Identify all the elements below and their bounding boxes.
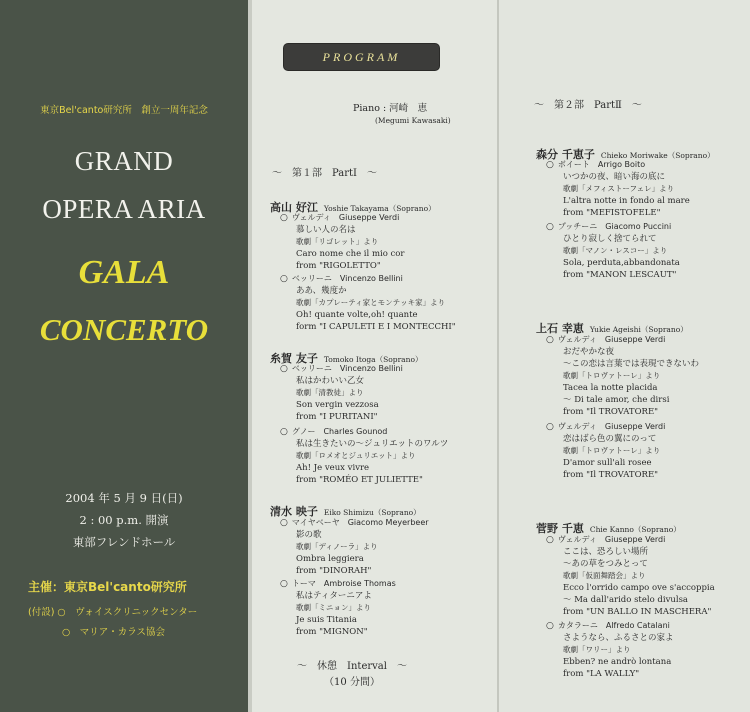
aria-title-jp: ここは、恐ろしい場所 bbox=[563, 547, 649, 557]
aria-from: from "I PURITANI" bbox=[296, 412, 378, 422]
interval-label: ～ 休憩 Interval ～ bbox=[297, 661, 407, 672]
aria-from: from "MIGNON" bbox=[296, 627, 368, 637]
aria-from: from "DINORAH" bbox=[296, 566, 372, 576]
aria-title-jp: ああ、幾度か bbox=[296, 286, 347, 296]
composer-name: マイヤベーヤ Giacomo Meyerbeer bbox=[291, 518, 429, 527]
composer: ○ プッチーニ Giacomo Puccini bbox=[546, 222, 672, 232]
aria-title-jp: 恋はばら色の翼にのって bbox=[563, 434, 657, 444]
composer-name: ベッリーニ Vincenzo Bellini bbox=[291, 274, 403, 283]
singer-name: 上石 幸恵 bbox=[536, 322, 584, 335]
aria-block bbox=[563, 433, 660, 481]
aria-block bbox=[296, 529, 378, 577]
aria-title-jp: いつかの夜、暗い海の底に bbox=[563, 172, 666, 182]
composer-name: プッチーニ Giacomo Puccini bbox=[557, 222, 672, 231]
aria-title-jp-2: ～あの草をつみとって bbox=[563, 559, 648, 569]
aria-title: Ah! Je veux vivre bbox=[296, 463, 370, 473]
aria-title-jp: 影の歌 bbox=[296, 530, 322, 540]
composer-name: ヴェルディ Giuseppe Verdi bbox=[291, 213, 400, 222]
aria-title-jp: さようなら、ふるさとの家よ bbox=[563, 633, 674, 643]
concert-time: 2 : 00 p.m. 開演 bbox=[79, 513, 169, 527]
title-opera-aria: OPERA ARIA bbox=[42, 194, 206, 224]
aria-from: from "MEFISTOFELE" bbox=[563, 208, 661, 218]
opera-jp: 歌劇「ディノーラ」より bbox=[296, 542, 378, 551]
composer: ○ トーマ Ambroise Thomas bbox=[280, 579, 396, 589]
program-heading: PROGRAM bbox=[322, 50, 401, 64]
singer-name: 清水 映子 bbox=[270, 505, 318, 518]
opera-jp: 歌劇「ワリー」より bbox=[563, 645, 631, 654]
aria-from: from "Il TROVATORE" bbox=[563, 470, 659, 480]
opera-jp: 歌劇「トロヴァトーレ」より bbox=[563, 371, 661, 380]
interval-duration: （10 分間） bbox=[324, 677, 380, 688]
aria-block bbox=[563, 346, 699, 418]
singer-roman: Yukie Ageishi（Soprano） bbox=[589, 325, 688, 334]
anniversary-text: 東京Bel'canto研究所 創立一周年記念 bbox=[40, 105, 208, 116]
aria-block bbox=[563, 632, 674, 680]
title-grand: GRAND bbox=[74, 146, 174, 176]
aria-title-jp: 私はティターニアよ bbox=[296, 591, 372, 601]
aria-from: form "I CAPULETI E I MONTECCHI" bbox=[296, 322, 456, 332]
organizer: 主催：東京Bel'canto研究所 bbox=[28, 580, 187, 594]
composer: ○ グノー Charles Gounod bbox=[280, 427, 388, 437]
aria-title: Ecco l'orrido campo ove s'accoppia bbox=[563, 583, 715, 593]
composer: ○ ボイート Arrigo Boito bbox=[546, 160, 646, 170]
singer-name: 森分 千恵子 bbox=[536, 148, 595, 161]
supporter-1: (付設) ○ ヴォイスクリニックセンター bbox=[28, 607, 198, 618]
composer: ○ マイヤベーヤ Giacomo Meyerbeer bbox=[280, 518, 429, 528]
aria-title-2: ～ Ma dall'arido stelo divulsa bbox=[563, 595, 688, 605]
aria-block bbox=[563, 546, 715, 618]
composer: ○ ヴェルディ Giuseppe Verdi bbox=[280, 213, 400, 223]
aria-title-jp-2: ～この恋は言葉では表現できないわ bbox=[563, 359, 700, 369]
opera-jp: 歌劇「カプレーティ家とモンテッキ家」より bbox=[296, 298, 446, 307]
aria-block bbox=[563, 233, 680, 281]
opera-jp: 歌劇「メフィストーフェレ」より bbox=[563, 184, 675, 193]
singer-roman: Chieko Moriwake（Soprano） bbox=[600, 151, 715, 160]
composer-name: トーマ Ambroise Thomas bbox=[291, 579, 396, 588]
aria-title: Caro nome che il mio cor bbox=[296, 249, 405, 259]
concert-venue: 東部フレンドホール bbox=[72, 535, 176, 549]
aria-title: Ebben? ne andrò lontana bbox=[563, 657, 672, 667]
composer-name: グノー Charles Gounod bbox=[291, 427, 388, 436]
composer-name: ベッリーニ Vincenzo Bellini bbox=[291, 364, 403, 373]
pianist: Piano : 河崎 恵 bbox=[353, 103, 428, 114]
aria-block bbox=[563, 171, 690, 219]
aria-from: from "RIGOLETTO" bbox=[296, 261, 381, 271]
aria-block bbox=[296, 438, 448, 486]
aria-title: Oh! quante volte,oh! quante bbox=[296, 310, 418, 320]
part2-heading: ～ 第２部 PartⅡ ～ bbox=[534, 100, 642, 111]
composer: ○ カタラーニ Alfredo Catalani bbox=[546, 621, 670, 631]
singer-name: 高山 好江 bbox=[270, 201, 318, 214]
concert-date: 2004 年 5 月 9 日(日) bbox=[65, 491, 183, 505]
composer-name: ヴェルディ Giuseppe Verdi bbox=[557, 422, 666, 431]
aria-block bbox=[296, 375, 379, 423]
singer-roman: Tomoko Itoga（Soprano） bbox=[323, 355, 423, 364]
aria-title: Sola, perduta,abbandonata bbox=[563, 258, 680, 268]
aria-block bbox=[296, 224, 404, 272]
aria-title-jp: 私はかわいい乙女 bbox=[296, 376, 365, 386]
opera-jp: 歌劇「マノン・レスコー」より bbox=[563, 246, 668, 255]
composer: ○ ヴェルディ Giuseppe Verdi bbox=[546, 335, 666, 345]
aria-block bbox=[296, 590, 372, 638]
aria-block bbox=[296, 285, 456, 333]
program-heading-box bbox=[284, 44, 439, 70]
aria-title-2: ～ Di tale amor, che dirsi bbox=[563, 395, 670, 405]
aria-title: Tacea la notte placida bbox=[563, 383, 658, 393]
aria-title: Ombra leggiera bbox=[296, 554, 364, 564]
aria-from: from "UN BALLO IN MASCHERA" bbox=[563, 607, 712, 617]
aria-title: D'amor sull'ali rosee bbox=[563, 458, 652, 468]
aria-title: Son vergin vezzosa bbox=[296, 400, 379, 410]
composer-name: ヴェルディ Giuseppe Verdi bbox=[557, 335, 666, 344]
pianist-roman: (Megumi Kawasaki) bbox=[375, 116, 451, 125]
composer-name: ヴェルディ Giuseppe Verdi bbox=[557, 535, 666, 544]
aria-from: from "Il TROVATORE" bbox=[563, 407, 659, 417]
title-gala: GALA bbox=[78, 254, 170, 291]
singer-roman: Eiko Shimizu（Soprano） bbox=[323, 508, 421, 517]
opera-jp: 歌劇「トロヴァトーレ」より bbox=[563, 446, 661, 455]
opera-jp: 歌劇「ミニョン」より bbox=[296, 603, 371, 612]
part1-heading: ～ 第１部 PartⅠ ～ bbox=[272, 168, 377, 179]
aria-title: Je suis Titania bbox=[296, 615, 357, 625]
singer-name: 糸賀 友子 bbox=[270, 352, 318, 365]
aria-from: from "LA WALLY" bbox=[563, 669, 640, 679]
aria-title-jp: 慕しい人の名は bbox=[296, 225, 356, 235]
supporter-2: ○ マリア・カラス協会 bbox=[62, 627, 166, 638]
composer: ○ ベッリーニ Vincenzo Bellini bbox=[280, 364, 403, 374]
opera-jp: 歌劇「清教徒」より bbox=[296, 388, 364, 397]
composer-name: カタラーニ Alfredo Catalani bbox=[557, 621, 670, 630]
composer: ○ ヴェルディ Giuseppe Verdi bbox=[546, 535, 666, 545]
aria-from: from "ROMÉO ET JULIETTE" bbox=[296, 475, 423, 485]
composer: ○ ベッリーニ Vincenzo Bellini bbox=[280, 274, 403, 284]
opera-jp: 歌劇「仮面舞踏会」より bbox=[563, 571, 646, 580]
aria-title-jp: 私は生きたいの～ジュリエットのワルツ bbox=[296, 439, 449, 449]
composer-name: ボイート Arrigo Boito bbox=[557, 160, 646, 169]
composer: ○ ヴェルディ Giuseppe Verdi bbox=[546, 422, 666, 432]
aria-title-jp: ひとり寂しく捨てられて bbox=[563, 234, 657, 244]
opera-jp: 歌劇「リゴレット」より bbox=[296, 237, 379, 246]
singer-roman: Chie Kanno（Soprano） bbox=[589, 525, 681, 534]
singer-roman: Yoshie Takayama（Soprano） bbox=[323, 204, 436, 213]
title-concerto: CONCERTO bbox=[39, 312, 209, 347]
opera-jp: 歌劇「ロメオとジュリエット」より bbox=[296, 451, 416, 460]
aria-from: from "MANON LESCAUT" bbox=[563, 270, 677, 280]
singer-name: 菅野 千恵 bbox=[536, 522, 584, 535]
aria-title: L'altra notte in fondo al mare bbox=[563, 196, 690, 206]
aria-title-jp: おだやかな夜 bbox=[563, 347, 615, 357]
